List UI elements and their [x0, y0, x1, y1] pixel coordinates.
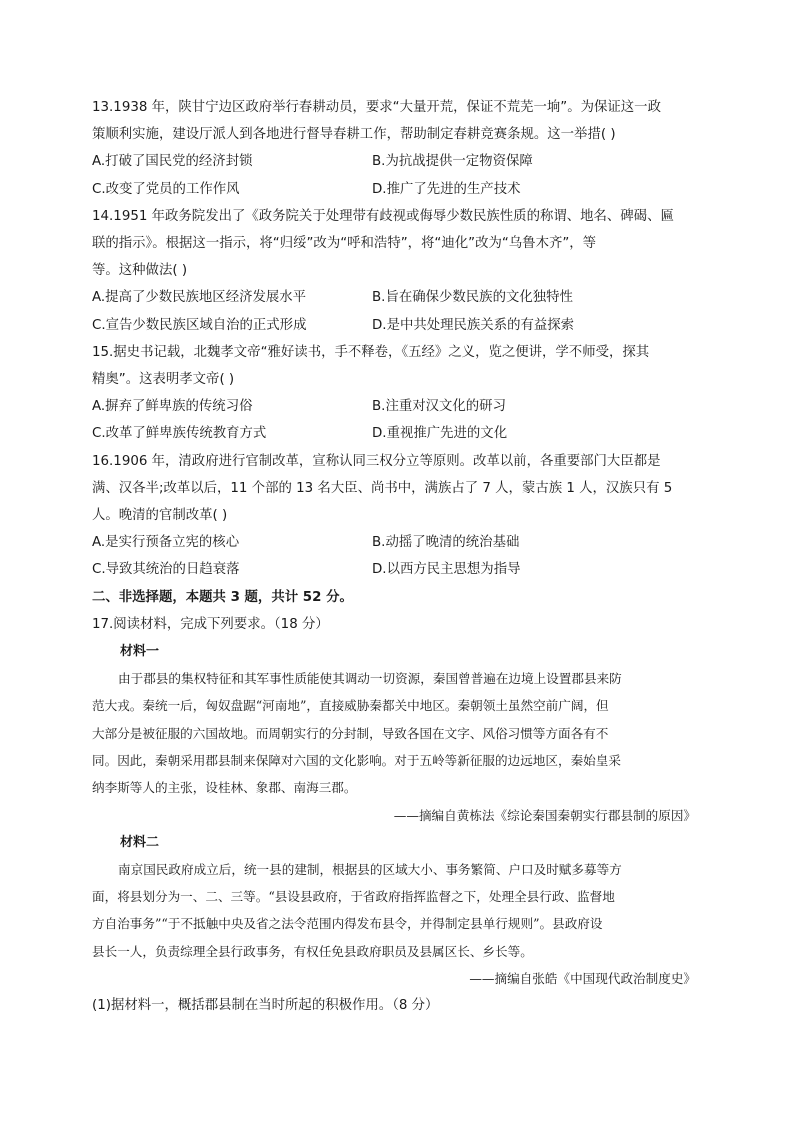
question-14-options-row-2 [92, 312, 696, 339]
section-heading: 二、非选择题，本题共 3 题，共计 52 分。 [92, 589, 353, 605]
question-16-options-row-2 [92, 556, 696, 583]
option-a: A.打破了国民党的经济封锁 [92, 154, 253, 170]
option-c: C.导致其统治的日趋衰落 [92, 562, 240, 578]
option-d: D.推广了先进的生产技术 [372, 181, 521, 197]
material-1-line-1: 由于郡县的集权特征和其军事性质能使其调动一切资源，秦国曾普遍在边境上设置郡县来防 [118, 671, 622, 687]
material-1-title: 材料一 [120, 644, 160, 660]
question-16-line-3: 人。晚清的官制改革( ) [92, 508, 228, 524]
option-d: D.重视推广先进的文化 [372, 426, 508, 442]
question-13-options-row-1 [92, 148, 696, 175]
material-2-source: ——摘编自张皓《中国现代政治制度史》 [469, 971, 696, 987]
option-c: C.改变了党员的工作作风 [92, 181, 240, 197]
option-c: C.改革了鲜卑族传统教育方式 [92, 426, 267, 442]
question-16-options-row-1 [92, 529, 696, 556]
option-c: C.宣告少数民族区域自治的正式形成 [92, 317, 307, 333]
sub-question-1: (1)据材料一，概括郡县制在当时所起的积极作用。（8 分） [92, 998, 439, 1014]
option-d: D.是中共处理民族关系的有益探索 [372, 317, 575, 333]
material-1-source: ——摘编自黄栋法《综论秦国秦朝实行郡县制的原因》 [393, 807, 696, 823]
material-1-line-4: 同。因此，秦朝采用郡县制来保障对六国的文化影响。对于五岭等新征服的边远地区，秦始皇采 [92, 752, 621, 768]
material-2-line-2: 面，将县划分为一、二、三等。“县设县政府，于省政府指挥监督之下，处理全县行政、监督地 [92, 889, 615, 905]
question-17-intro: 17.阅读材料，完成下列要求。（18 分） [92, 616, 329, 632]
option-a: A.提高了少数民族地区经济发展水平 [92, 290, 307, 306]
question-16 [92, 448, 696, 584]
question-14-options-row-1 [92, 284, 696, 311]
option-b: B.为抗战提供一定物资保障 [372, 154, 533, 170]
question-14 [92, 203, 696, 339]
question-16-line-1: 16.1906 年，清政府进行官制改革，宣称认同三权分立等原则。改革以前，各重要部门大臣都是 [92, 453, 661, 469]
question-15-options-row-2 [92, 420, 696, 447]
question-14-line-3: 等。这种做法( ) [92, 263, 188, 279]
material-2-title: 材料二 [120, 834, 160, 850]
option-b: B.动摇了晚清的统治基础 [372, 535, 520, 551]
exam-page [92, 94, 696, 1020]
option-a: A.是实行预备立宪的核心 [92, 535, 240, 551]
option-b: B.旨在确保少数民族的文化独特性 [372, 290, 573, 306]
option-a: A.摒弃了鲜卑族的传统习俗 [92, 399, 253, 415]
material-2-line-3: 方自治事务”“于不抵触中央及省之法令范围内得发布县令，并得制定县单行规则”。县政府设 [92, 916, 603, 932]
question-16-line-2: 满、汉各半;改革以后，11 个部的 13 名大臣、尚书中，满族占了 7 人，蒙古族 1 人，汉族只有 5 [92, 480, 673, 496]
question-13-options-row-2 [92, 176, 696, 203]
question-13-line-1: 13.1938 年，陕甘宁边区政府举行春耕动员，要求“大量开荒，保证不荒芜一垧”。为保证这一政 [92, 100, 661, 115]
material-1-line-3: 大部分是被征服的六国故地。而周朝实行的分封制，导致各国在文字、风俗习惯等方面各有不 [92, 725, 609, 741]
question-13-line-2: 策顺利实施，建设厅派人到各地进行督导春耕工作，帮助制定春耕竞赛条规。这一举措( ) [92, 127, 616, 143]
material-2-line-4: 县长一人，负责综理全县行政事务，有权任免县政府职员及县属区长、乡长等。 [92, 943, 533, 959]
question-15-line-1: 15.据史书记载，北魏孝文帝“雅好读书，手不释卷，《五经》之义，览之便讲，学不师受，探其 [92, 344, 650, 360]
question-17 [92, 611, 696, 1020]
question-15-line-2: 精奥”。这表明孝文帝( ) [92, 372, 235, 388]
question-15 [92, 339, 696, 448]
question-14-line-1: 14.1951 年政务院发出了《政务院关于处理带有歧视或侮辱少数民族性质的称谓、地名、碑碣、匾 [92, 208, 674, 224]
question-13 [92, 94, 696, 203]
option-d: D.以西方民主思想为指导 [372, 562, 521, 578]
question-15-options-row-1 [92, 393, 696, 420]
material-1-line-2: 范大戎。秦统一后，匈奴盘踞“河南地”，直接威胁秦都关中地区。秦朝领土虽然空前广阔，但 [92, 698, 609, 714]
material-2-line-1: 南京国民政府成立后，统一县的建制，根据县的区域大小、事务繁简、户口及时赋多募等方 [118, 861, 622, 877]
question-14-line-2: 联的指示》。根据这一指示，将“归绥”改为“呼和浩特”，将“迪化”改为“乌鲁木齐”，等 [92, 236, 597, 252]
material-1-line-5: 纳李斯等人的主张，设桂林、象郡、南海三郡。 [92, 780, 357, 796]
option-b: B.注重对汉文化的研习 [372, 399, 506, 415]
